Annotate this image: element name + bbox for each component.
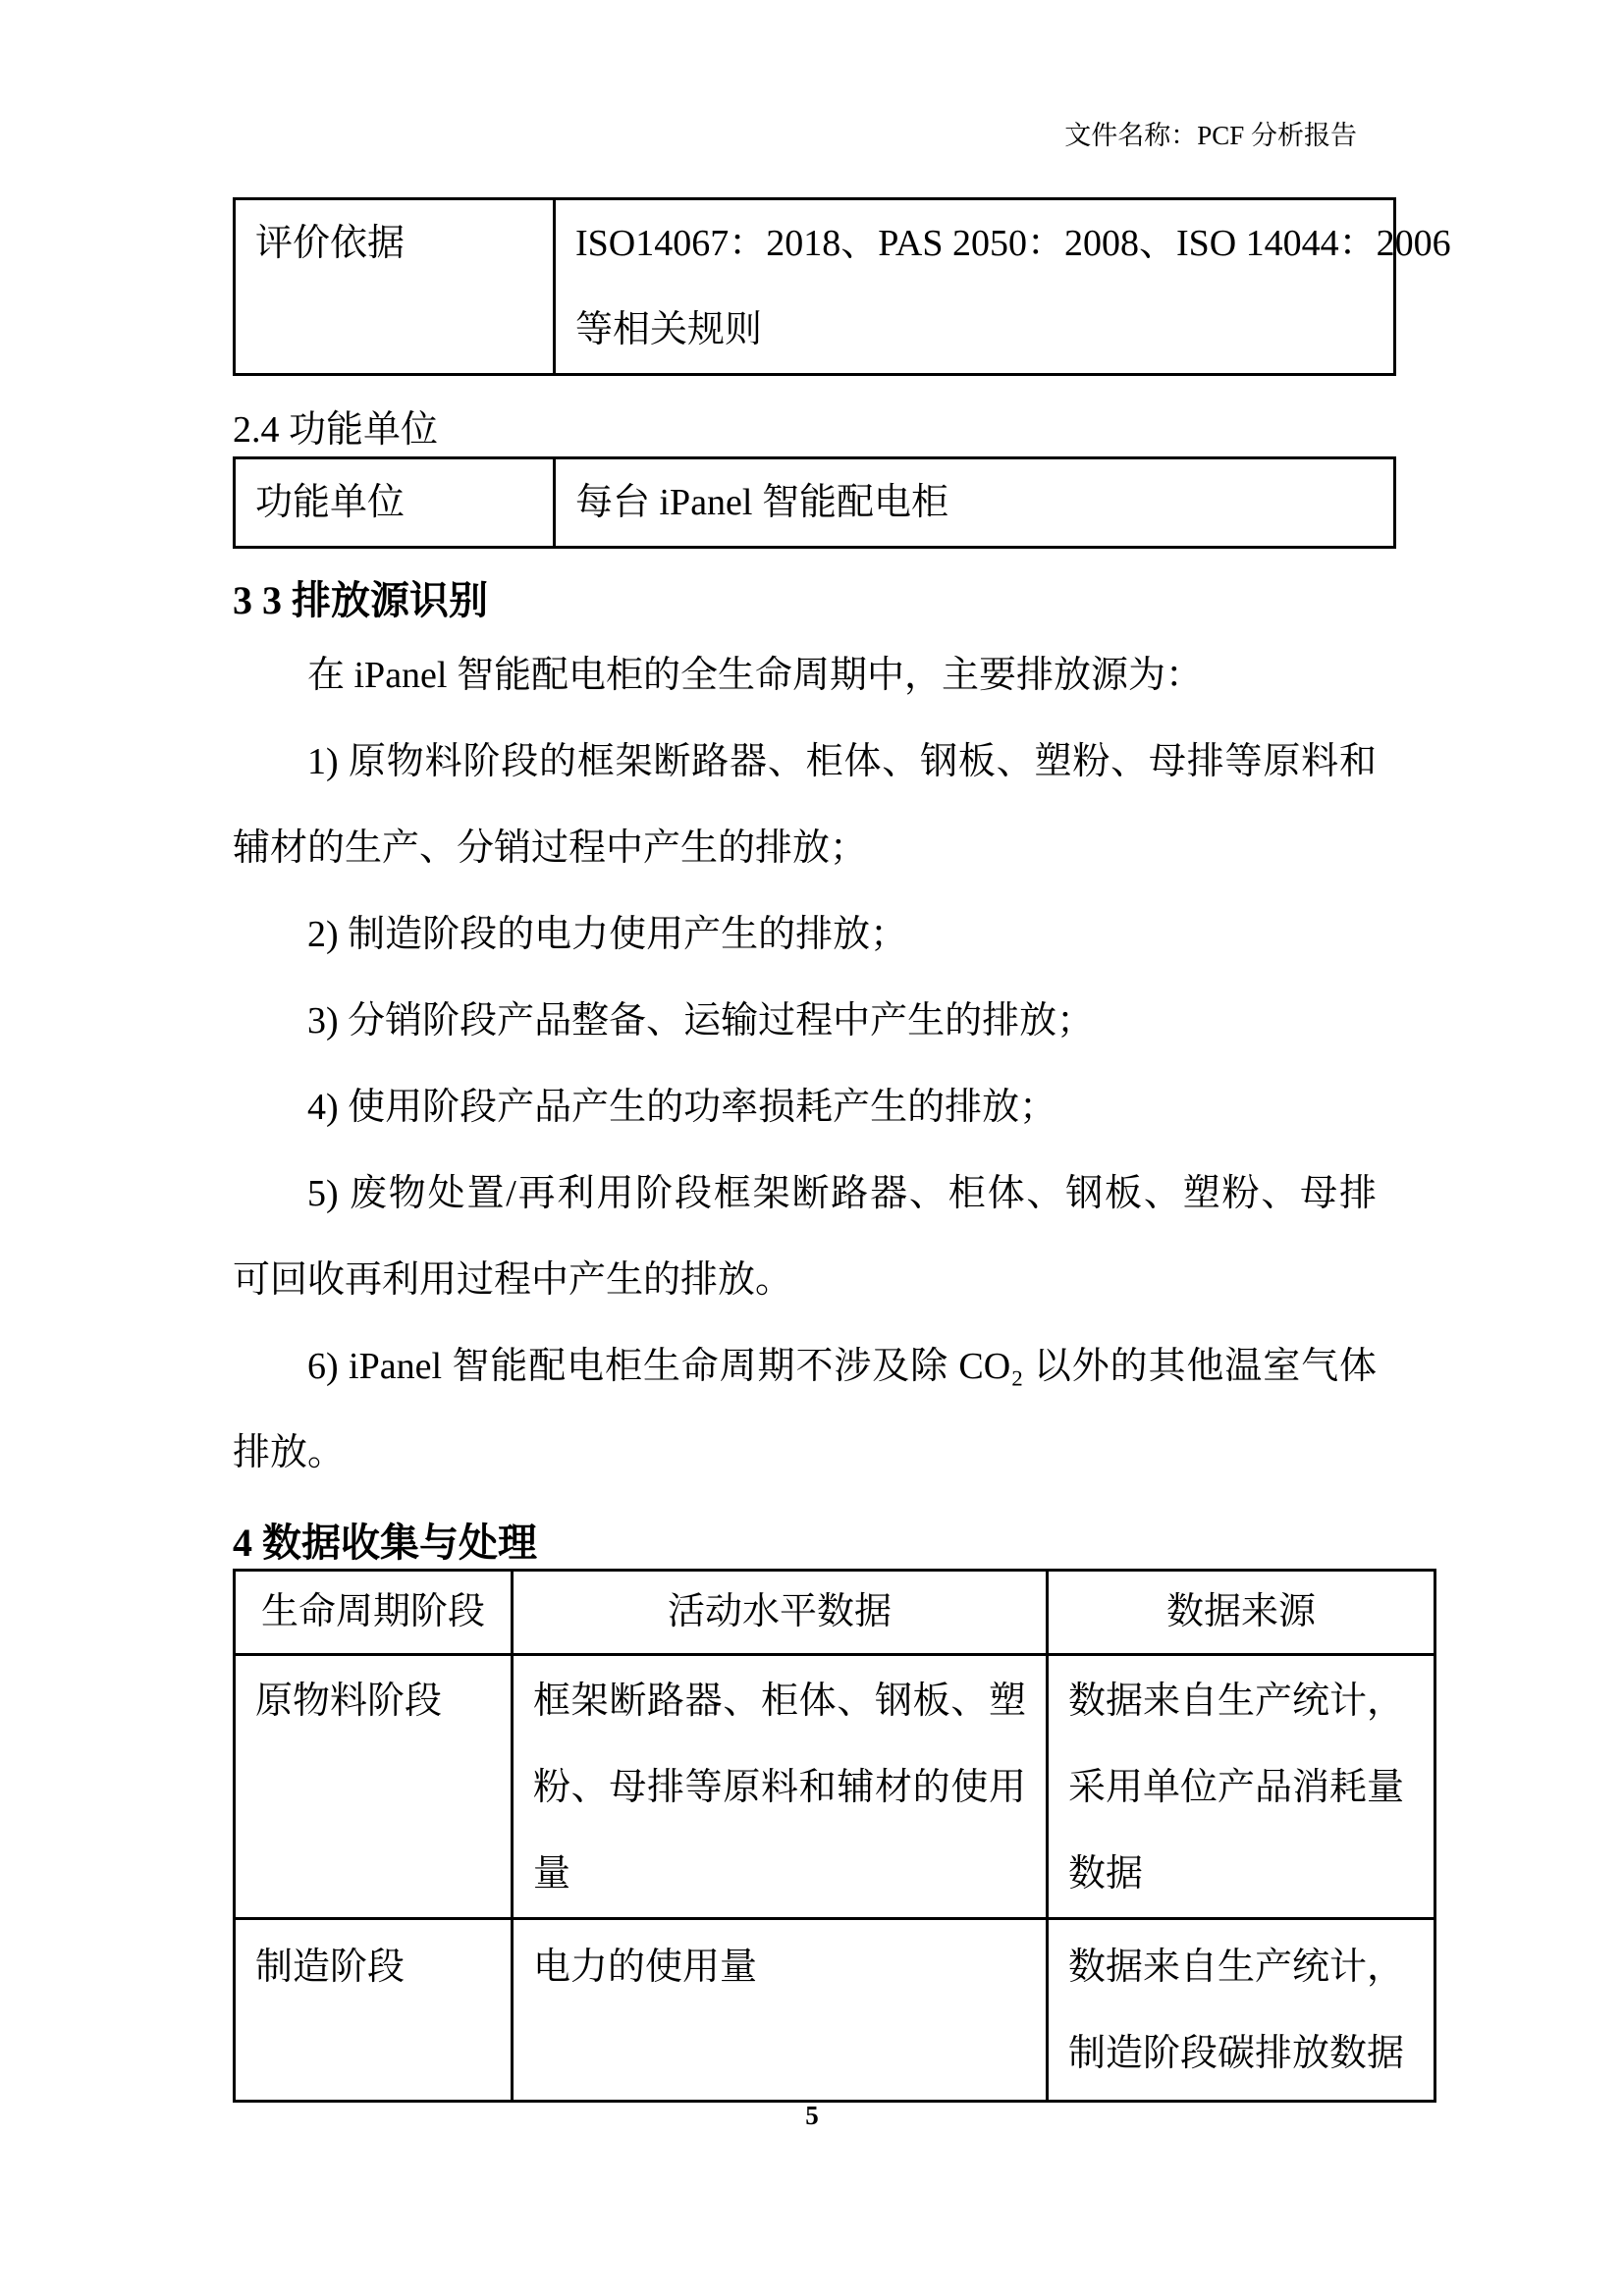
functional-unit-label-cell — [235, 458, 555, 548]
source-line-2: 制造阶段碳排放数据 — [1068, 2033, 1405, 2074]
stage-name: 原物料阶段 — [255, 1681, 443, 1722]
list-item-2: 2) 制造阶段的电力使用产生的排放； — [307, 914, 908, 955]
page-number: 5 — [805, 2101, 819, 2130]
document-header: 文件名称：PCF 分析报告 — [1064, 121, 1357, 150]
emission-sources-text — [233, 632, 1377, 1496]
activity-line-3: 量 — [533, 1853, 571, 1895]
section-heading-4: 4 数据收集与处理 — [233, 1521, 537, 1565]
list-item-5-line1: 5) 废物处置/再利用阶段框架断路器、柜体、钢板、塑粉、母排 — [307, 1173, 1377, 1214]
evaluation-basis-label-cell — [235, 199, 555, 375]
column-header-data-source: 数据来源 — [1048, 1571, 1435, 1655]
list-item-4: 4) 使用阶段产品产生的功率损耗产生的排放； — [307, 1087, 1057, 1128]
table-row-manufacturing — [235, 1919, 1435, 2102]
activity-cell — [513, 1655, 1048, 1919]
evaluation-basis-value-cell — [555, 199, 1451, 375]
table-row — [235, 199, 1395, 375]
evaluation-basis-table — [233, 197, 1451, 376]
table-header-row — [235, 1571, 1435, 1655]
source-line-3: 数据 — [1068, 1853, 1144, 1895]
stage-name: 制造阶段 — [255, 1947, 406, 1988]
source-line-1: 数据来自生产统计， — [1068, 1681, 1405, 1722]
list-item-6-line1: 6) iPanel 智能配电柜生命周期不涉及除 CO₂ 以外的其他温室气体 — [307, 1346, 1377, 1387]
list-item-6-line2: 排放。 — [233, 1432, 346, 1473]
activity-cell — [513, 1919, 1048, 2102]
evaluation-basis-value-line-1: ISO14067：2018、PAS 2050：2008、ISO 14044：2006 — [575, 223, 1451, 264]
source-cell — [1048, 1655, 1435, 1919]
data-collection-table — [233, 1569, 1436, 2103]
functional-unit-value: 每台 iPanel 智能配电柜 — [575, 482, 948, 523]
stage-cell — [235, 1919, 513, 2102]
list-item-3: 3) 分销阶段产品整备、运输过程中产生的排放； — [307, 1000, 1095, 1041]
evaluation-basis-label: 评价依据 — [255, 223, 406, 264]
column-header-lifecycle-stage: 生命周期阶段 — [235, 1571, 513, 1655]
section-heading-2-4: 2.4 功能单位 — [233, 409, 439, 451]
source-line-2: 采用单位产品消耗量 — [1068, 1767, 1405, 1808]
list-item-5-line2: 可回收再利用过程中产生的排放。 — [233, 1259, 793, 1301]
activity-line-2: 粉、母排等原料和辅材的使用 — [533, 1767, 1026, 1808]
list-item-1-line2: 辅材的生产、分销过程中产生的排放； — [233, 828, 868, 869]
functional-unit-table — [233, 456, 1396, 549]
source-line-1: 数据来自生产统计， — [1068, 1947, 1405, 1988]
activity-line-1: 电力的使用量 — [533, 1947, 758, 1988]
stage-cell — [235, 1655, 513, 1919]
column-header-activity-data: 活动水平数据 — [513, 1571, 1048, 1655]
functional-unit-label: 功能单位 — [255, 482, 406, 523]
section-heading-3-3: 3 3 排放源识别 — [233, 578, 488, 622]
activity-line-1: 框架断路器、柜体、钢板、塑 — [533, 1681, 1026, 1722]
table-row-raw-material — [235, 1655, 1435, 1919]
list-item-1-line1: 1) 原物料阶段的框架断路器、柜体、钢板、塑粉、母排等原料和 — [307, 741, 1377, 782]
evaluation-basis-value-line-2: 等相关规则 — [575, 309, 763, 350]
table-row — [235, 458, 1395, 548]
functional-unit-value-cell — [555, 458, 1395, 548]
intro-line: 在 iPanel 智能配电柜的全生命周期中，主要排放源为： — [307, 655, 1203, 696]
source-cell — [1048, 1919, 1435, 2102]
